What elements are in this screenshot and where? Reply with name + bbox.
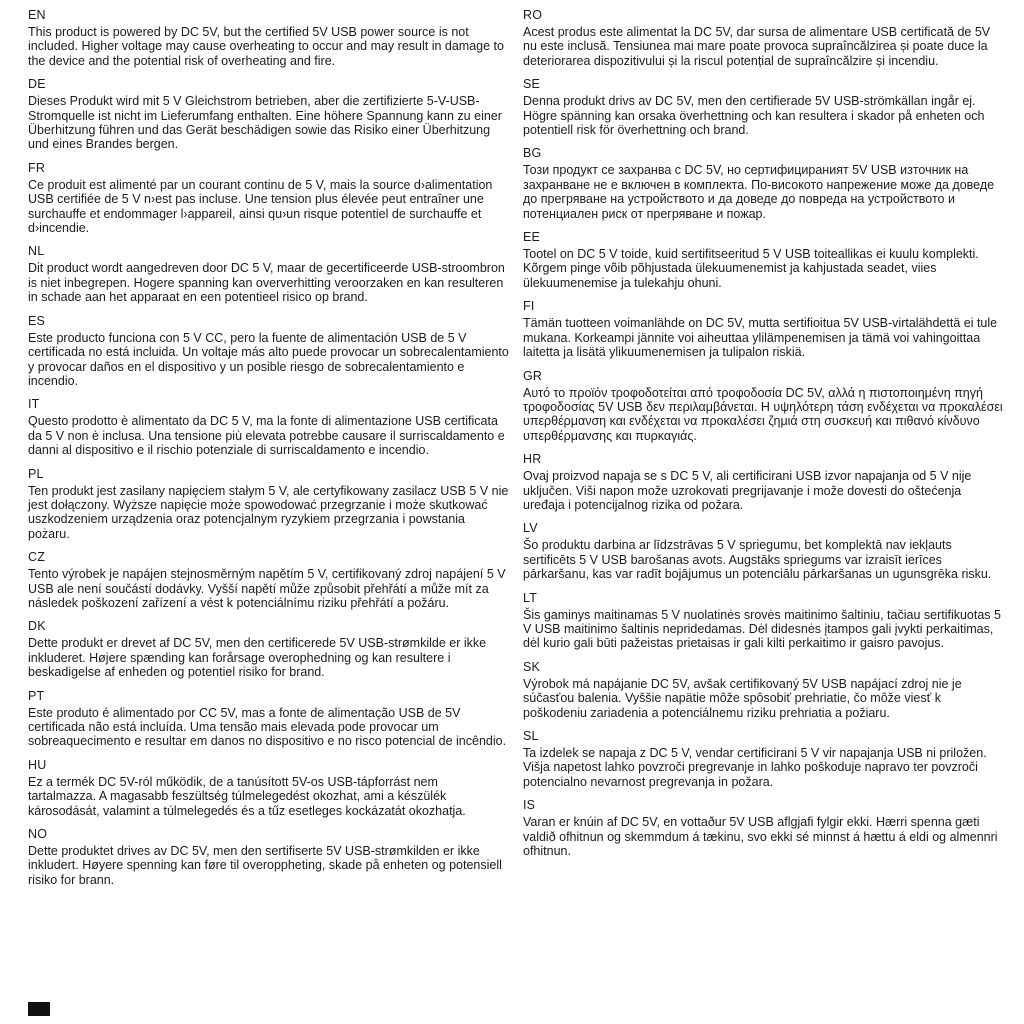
language-section — [28, 689, 509, 749]
language-warning-text: Questo prodotto è alimentato da DC 5 V, ma la fonte di alimentazione USB certificata da 5 V non è inclusa. Una tensione più elevata potrebbe causare il surriscaldamento e danni al dispositivo e il rischio potenziale di surriscaldamento e incendio. — [28, 414, 505, 458]
language-warning-text: Ta izdelek se napaja z DC 5 V, vendar certificirani 5 V vir napajanja USB ni priložen. Višja napetost lahko povzroči pregrevanje in lahko poškoduje napravo ter povzroči potencialno nevarnost pregrevanja in požara. — [523, 746, 987, 789]
language-section — [523, 452, 1004, 512]
language-code-label: BG — [523, 146, 542, 161]
language-warning-text: Acest produs este alimentat la DC 5V, dar sursa de alimentare USB certificată de 5V nu este inclusă. Tensiunea mai mare poate provoca supraîncălzirea și poate duce la deteriorarea dispozitivului și la riscul potențial de supraîncălzire și incendiu. — [523, 25, 991, 68]
language-code-label: DK — [28, 619, 46, 634]
language-code-label: ES — [28, 313, 46, 328]
language-code-label: LV — [523, 521, 538, 536]
language-code-label: IS — [523, 798, 536, 813]
language-section — [523, 521, 1004, 581]
language-warning-text: Αυτό το προϊόν τροφοδοτείται από τροφοδοσία DC 5V, αλλά η πιστοποιημένη πηγή τροφοδοσίας 5V USB δεν περιλαμβάνεται. Η υψηλότερη τάση ενδέχεται να προκαλέσει υπερθέρμανση και ενδέχεται να προκαλέσει ζημιά στη συσκευή και πιθανό κίνδυνο υπερθέρμανσης και πυρκαγιάς. — [523, 385, 1003, 443]
language-warning-text: Denna produkt drivs av DC 5V, men den certifierade 5V USB-strömkällan ingår ej. Högre spänning kan orsaka överhettning och kan resultera i skador på enheten och potentiell risk för överhettning och brand. — [523, 94, 985, 138]
language-warning-text: Este producto funciona con 5 V CC, pero la fuente de alimentación USB de 5 V certificada no está incluida. Un voltaje más alto puede provocar un sobrecalentamiento y provocar daños en el dispositivo y un posible riesgo de sobrecalentamiento e incendio. — [28, 330, 509, 388]
language-code-label: LT — [523, 590, 538, 605]
right-column — [523, 8, 1004, 896]
language-section — [28, 619, 509, 679]
language-code-label: RO — [523, 8, 543, 22]
language-warning-text: Dit product wordt aangedreven door DC 5 V, maar de gecertificeerde USB-stroombron is niet inbegrepen. Hogere spanning kan oververhitting veroorzaken en kan resulteren in schade aan het apparaat en een potentieel risico op brand. — [28, 261, 505, 305]
left-column — [28, 8, 509, 896]
language-code-label: NO — [28, 827, 48, 842]
language-code-label: CZ — [28, 550, 46, 565]
language-section — [523, 369, 1004, 444]
language-section — [523, 146, 1004, 221]
language-warning-text: Tento výrobek je napájen stejnosměrným napětím 5 V, certifikovaný zdroj napájení 5 V USB ale není součástí dodávky. Vyšší napětí může způsobit přehřátí a může mít za následek poškození zařízení a vést k potenciálnímu riziku přehřátí a požáru. — [28, 567, 506, 610]
language-warning-text: Tämän tuotteen voimanlähde on DC 5V, mutta sertifioitua 5V USB-virtalähdettä ei tule mukana. Korkeampi jännite voi aiheuttaa ylilämpenemisen ja tämä voi vahingoittaa laitetta ja lisätä ylikuumenemisen ja tulipalon riskiä. — [523, 316, 998, 360]
language-section — [28, 77, 509, 152]
language-code-label: PL — [28, 466, 44, 481]
language-code-label: FR — [28, 160, 46, 175]
language-code-label: DE — [28, 77, 46, 92]
language-section — [523, 591, 1004, 651]
language-warning-text: Šis gaminys maitinamas 5 V nuolatinės srovės maitinimo šaltiniu, tačiau sertifikuotas 5 V USB maitinimo šaltinis nepridedamas. Dėl didesnės įtampos gali įvykti perkaitimas, dėl kurio gali būti pažeistas prietaisas ir gali kilti perkaitimo ir gaisro pavojus. — [523, 607, 1001, 651]
language-warning-text: Ovaj proizvod napaja se s DC 5 V, ali certificirani USB izvor napajanja od 5 V nije uključen. Viši napon može uzrokovati pregrijavanje i može dovesti do oštećenja uređaja i potencijalnog rizika od požara. — [523, 469, 972, 512]
language-section — [28, 467, 509, 542]
language-section — [523, 299, 1004, 359]
language-code-label: SK — [523, 659, 541, 674]
language-code-label: FI — [523, 299, 535, 314]
language-warning-text: Ten produkt jest zasilany napięciem stałym 5 V, ale certyfikowany zasilacz USB 5 V nie jest dołączony. Wyższe napięcie może spowodować przegrzanie i może skutkować uszkodzeniem urządzenia oraz potencjalnym ryzykiem przegrzania i powstania pożaru. — [28, 483, 509, 541]
language-section — [523, 660, 1004, 720]
language-warning-text: Výrobok má napájanie DC 5V, avšak certifikovaný 5V USB napájací zdroj nie je súčasťou balenia. Vyššie napätie môže spôsobiť prehriatie, čo môže viesť k poškodeniu zariadenia a potenciálnemu riziku prehriatia a požiaru. — [523, 676, 962, 720]
page-marker-box — [28, 1002, 50, 1016]
language-section — [28, 758, 509, 818]
language-code-label: NL — [28, 244, 45, 259]
language-warning-text: Ez a termék DC 5V-ról működik, de a tanúsított 5V-os USB-tápforrást nem tartalmazza. A magasabb feszültség túlmelegedést okozhat, ami a készülék károsodását, valamint a túlmelegedés és a tűz esetleges kockázatát okozhatja. — [28, 774, 466, 818]
language-section — [523, 729, 1004, 789]
language-warning-text: Dieses Produkt wird mit 5 V Gleichstrom betrieben, aber die zertifizierte 5-V-USB-Stromquelle ist nicht im Lieferumfang enthalten. Eine höhere Spannung kann zu einer Überhitzung führen und das Gerät beschädigen sowie das Risiko einer Überhitzung und eines Brandes bergen. — [28, 94, 502, 152]
language-warning-text: Dette produkt er drevet af DC 5V, men den certificerede 5V USB-strømkilde er ikke inkluderet. Højere spænding kan forårsage overophedning og kan resultere i beskadigelse af enheden og potentiel risiko for brand. — [28, 636, 487, 680]
language-section — [28, 397, 509, 457]
language-code-label: PT — [28, 688, 45, 703]
language-code-label: EE — [523, 230, 541, 245]
language-section — [28, 827, 509, 887]
language-warning-text: Tootel on DC 5 V toide, kuid sertifitseeritud 5 V USB toiteallikas ei kuulu komplekti. Kõrgem pinge võib põhjustada ülekuumenemist ja kahjustada seadet, viies ülekuumenemise ja tulekahju ohuni. — [523, 247, 979, 290]
language-warning-text: Dette produktet drives av DC 5V, men den sertifiserte 5V USB-strømkilden er ikke inkludert. Høyere spenning kan føre til overoppheting, skade på enheten og potensiell risiko for brann. — [28, 844, 502, 887]
language-code-label: HR — [523, 452, 542, 467]
language-code-label: SE — [523, 77, 541, 92]
language-code-label: GR — [523, 368, 543, 383]
language-warning-text: Ce produit est alimenté par un courant continu de 5 V, mais la source d›alimentation USB certifiée de 5 V n›est pas incluse. Une tension plus élevée peut entraîner une surchauffe et endommager l›appareil, ainsi qu›un risque potentiel de surchauffe et d›incendie. — [28, 177, 493, 236]
language-warning-text: This product is powered by DC 5V, but the certified 5V USB power source is not included. Higher voltage may cause overheating to occur and may result in damage to the device and the potential risk of overheating and fire. — [28, 25, 504, 68]
language-warning-text: Този продукт се захранва с DC 5V, но сертифицираният 5V USB източник на захранване не е включен в комплекта. По-високото напрежение може да доведе до прегряване на устройството и да доведе до повреда на устройството и потенциален риск от прегряване и пожар. — [523, 163, 995, 221]
language-section — [28, 550, 509, 610]
language-section — [28, 244, 509, 304]
language-code-label: EN — [28, 8, 46, 22]
language-warning-text: Šo produktu darbina ar līdzstrāvas 5 V spriegumu, bet komplektā nav iekļauts sertificēts 5 V USB barošanas avots. Augstāks spriegums var izraisīt ierīces pārkaršanu, kas var radīt bojājumus un potenciālu pārkaršanas un ugunsgrēka risku. — [523, 538, 992, 582]
document-page — [28, 8, 1004, 896]
language-warning-text: Este produto é alimentado por CC 5V, mas a fonte de alimentação USB de 5V certificada não está incluída. Uma tensão mais elevada pode provocar um sobreaquecimento e resultar em danos no dispositivo e no risco potencial de incêndio. — [28, 705, 507, 749]
language-section — [28, 8, 509, 68]
language-section — [523, 77, 1004, 137]
language-section — [28, 314, 509, 389]
language-section — [523, 8, 1004, 68]
language-section — [523, 798, 1004, 858]
language-code-label: IT — [28, 397, 40, 412]
language-code-label: HU — [28, 757, 47, 772]
language-section — [523, 230, 1004, 290]
language-code-label: SL — [523, 729, 539, 743]
language-section — [28, 161, 509, 236]
language-warning-text: Varan er knúin af DC 5V, en vottaður 5V USB aflgjafi fylgir ekki. Hærri spenna gæti valdið ofhitnun og skemmdum á tækinu, svo ekki sé minnst á hættu á eldi og almennri ofhitnun. — [523, 815, 998, 859]
